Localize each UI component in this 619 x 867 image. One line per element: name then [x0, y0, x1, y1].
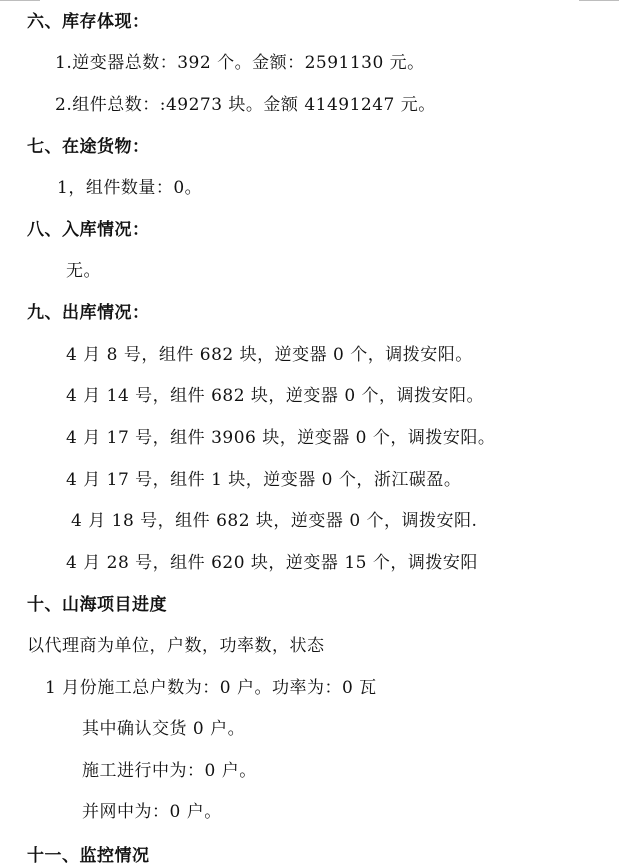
inventory-module-line: 2.组件总数：:49273 块。金额 41491247 元。 [55, 95, 436, 115]
section-heading-outbound: 九、出库情况： [27, 303, 150, 323]
section-heading-inbound: 八、入库情况： [27, 220, 150, 240]
outbound-record-2: 4 月 14 号，组件 682 块，逆变器 0 个，调拨安阳。 [66, 386, 485, 406]
section-heading-inventory: 六、库存体现： [27, 12, 150, 32]
progress-total-line: 1 月份施工总户数为：0 户。功率为：0 瓦 [45, 678, 377, 698]
progress-description-line: 以代理商为单位，户数，功率数，状态 [27, 636, 325, 656]
outbound-record-1: 4 月 8 号，组件 682 块，逆变器 0 个，调拨安阳。 [66, 345, 473, 365]
outbound-record-6: 4 月 28 号，组件 620 块，逆变器 15 个，调拨安阳 [66, 553, 478, 573]
section-heading-project-progress: 十、山海项目进度 [27, 595, 167, 615]
progress-in-construction-line: 施工进行中为：0 户。 [82, 761, 257, 781]
inbound-none-line: 无。 [66, 261, 101, 281]
section-heading-in-transit: 七、在途货物： [27, 137, 150, 157]
inventory-inverter-line: 1.逆变器总数：392 个。金额：2591130 元。 [55, 53, 425, 73]
page-corner-mark-right [579, 0, 619, 1]
section-heading-monitoring: 十一、监控情况 [27, 846, 150, 866]
outbound-record-3: 4 月 17 号，组件 3906 块，逆变器 0 个，调拨安阳。 [66, 428, 496, 448]
in-transit-module-line: 1，组件数量：0。 [57, 178, 203, 198]
progress-grid-connection-line: 并网中为：0 户。 [82, 802, 222, 822]
outbound-record-5: 4 月 18 号，组件 682 块，逆变器 0 个，调拨安阳. [71, 511, 478, 531]
outbound-record-4: 4 月 17 号，组件 1 块，逆变器 0 个，浙江碳盈。 [66, 470, 462, 490]
progress-confirmed-line: 其中确认交货 0 户。 [82, 719, 246, 739]
page-corner-mark-left [0, 0, 40, 1]
